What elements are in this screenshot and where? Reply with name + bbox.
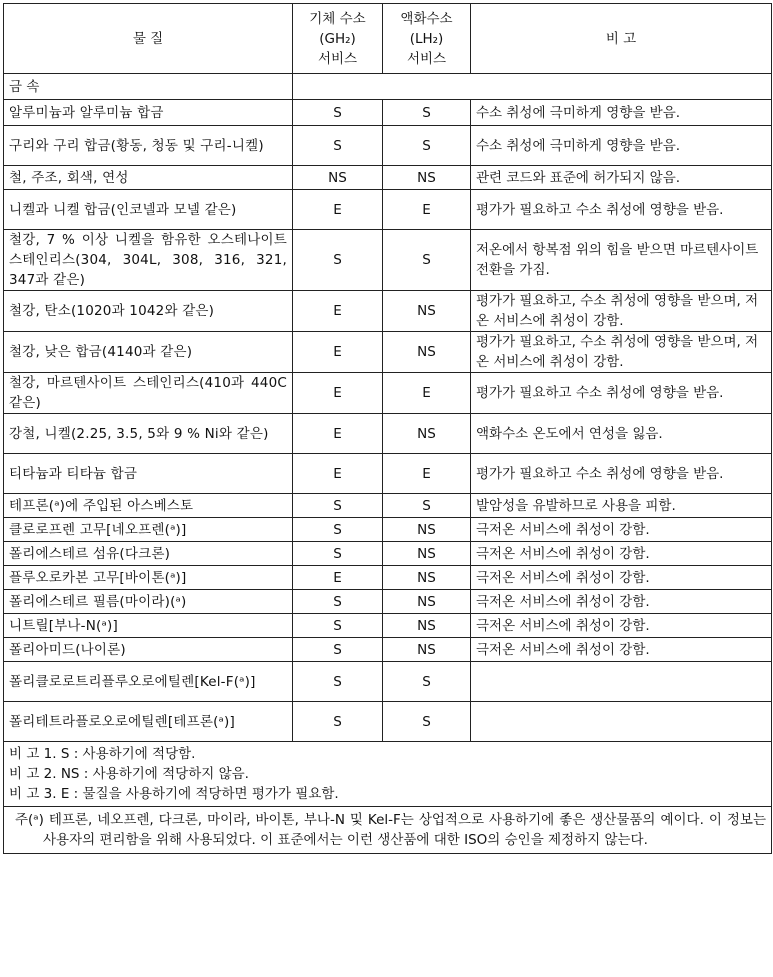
table-row [4,590,772,614]
material-cell: 티타늄과 티타늄 합금 [4,454,293,494]
header-gas-line3: 서비스 [317,50,358,67]
table-row [4,166,772,190]
remark-cell [471,702,772,742]
header-liq-line1: 액화수소 [400,10,453,27]
liquid-service-cell: S [383,126,471,166]
liquid-service-cell: S [383,230,471,291]
material-cell: 폴리에스테르 필름(마이라)(ᵃ) [4,590,293,614]
header-row [4,4,772,74]
material-cell: 구리와 구리 합금(황동, 청동 및 구리-니켈) [4,126,293,166]
table-row [4,518,772,542]
footnote-text: 주(ᵃ) 테프론, 네오프렌, 다크론, 마이라, 바이톤, 부나-N 및 Kel-F는 상업적으로 사용하기에 좋은 생산물품의 예이다. 이 정보는 사용자의 편리함을 위해 사용되었다. 이 표준에서는 이런 생산품에 대한 ISO의 승인을 제정하지 않는다. [15,812,766,848]
remark-1: 비 고 1. S : 사용하기에 적당함. [9,746,196,762]
liquid-service-cell: NS [383,638,471,662]
remark-cell: 관련 코드와 표준에 허가되지 않음. [471,166,772,190]
remark-cell: 극저온 서비스에 취성이 강함. [471,542,772,566]
liquid-service-cell: NS [383,414,471,454]
liquid-service-cell: NS [383,542,471,566]
gas-service-cell: S [293,702,383,742]
gas-service-cell: S [293,230,383,291]
liquid-service-cell: NS [383,291,471,332]
gas-service-cell: S [293,100,383,126]
table-row [4,702,772,742]
liquid-service-cell: NS [383,332,471,373]
remarks-cell [4,742,772,807]
remark-cell: 액화수소 온도에서 연성을 잃음. [471,414,772,454]
table-row [4,190,772,230]
remark-3: 비 고 3. E : 물질을 사용하기에 적당하면 평가가 필요함. [9,786,339,802]
material-cell: 클로로프렌 고무[네오프렌(ᵃ)] [4,518,293,542]
table-row [4,373,772,414]
liquid-service-cell: NS [383,166,471,190]
remark-cell: 평가가 필요하고 수소 취성에 영향을 받음. [471,190,772,230]
remark-cell: 수소 취성에 극미하게 영향을 받음. [471,126,772,166]
liquid-service-cell: E [383,373,471,414]
remarks-row [4,742,772,807]
remark-cell: 평가가 필요하고, 수소 취성에 영향을 받으며, 저온 서비스에 취성이 강함. [471,291,772,332]
remark-cell: 평가가 필요하고 수소 취성에 영향을 받음. [471,373,772,414]
gas-service-cell: S [293,494,383,518]
material-cell: 폴리테트라플로오로에틸렌[테프론(ᵃ)] [4,702,293,742]
remark-cell: 발암성을 유발하므로 사용을 피함. [471,494,772,518]
remark-cell: 극저온 서비스에 취성이 강함. [471,566,772,590]
liquid-service-cell: E [383,190,471,230]
gas-service-cell: E [293,373,383,414]
table-row [4,454,772,494]
material-cell: 니켈과 니켈 합금(인코넬과 모넬 같은) [4,190,293,230]
table-row [4,662,772,702]
header-liq-line3: 서비스 [406,50,447,67]
material-cell: 폴리클로로트리플루오로에틸렌[Kel-F(ᵃ)] [4,662,293,702]
gas-service-cell: NS [293,166,383,190]
material-cell: 폴리아미드(나이론) [4,638,293,662]
remark-cell: 평가가 필요하고 수소 취성에 영향을 받음. [471,454,772,494]
gas-service-cell: E [293,190,383,230]
header-remarks: 비 고 [471,4,772,74]
material-compatibility-table [3,3,772,854]
gas-service-cell: S [293,638,383,662]
liquid-service-cell: S [383,702,471,742]
gas-service-cell: S [293,542,383,566]
header-material: 물 질 [4,4,293,74]
table-row [4,230,772,291]
header-liq-line2: (LH₂) [409,30,444,47]
table-row [4,126,772,166]
liquid-service-cell: NS [383,590,471,614]
gas-service-cell: E [293,414,383,454]
remark-cell [471,662,772,702]
header-gas-line1: 기체 수소 [309,10,366,27]
liquid-service-cell: NS [383,518,471,542]
remark-cell: 저온에서 항복점 위의 힘을 받으면 마르텐사이트 전환을 가짐. [471,230,772,291]
material-cell: 철강, 낮은 합금(4140과 같은) [4,332,293,373]
table-row [4,614,772,638]
table-row [4,638,772,662]
table-row [4,566,772,590]
gas-service-cell: S [293,590,383,614]
footnote-row [4,807,772,854]
table-row [4,332,772,373]
section-empty [293,74,772,100]
material-cell: 알루미늄과 알루미늄 합금 [4,100,293,126]
remark-cell: 극저온 서비스에 취성이 강함. [471,614,772,638]
material-cell: 철강, 탄소(1020과 1042와 같은) [4,291,293,332]
gas-service-cell: S [293,614,383,638]
header-liquid-service [383,4,471,74]
section-metal: 금 속 [4,74,293,100]
remark-cell: 극저온 서비스에 취성이 강함. [471,518,772,542]
material-cell: 테프론(ᵃ)에 주입된 아스베스토 [4,494,293,518]
liquid-service-cell: S [383,662,471,702]
material-cell: 철강, 7 % 이상 니켈을 함유한 오스테나이트 스테인리스(304, 304L, 308, 316, 321, 347과 같은) [4,230,293,291]
gas-service-cell: S [293,518,383,542]
table-row [4,414,772,454]
gas-service-cell: E [293,454,383,494]
gas-service-cell: E [293,332,383,373]
material-cell: 플루오로카본 고무[바이톤(ᵃ)] [4,566,293,590]
remark-cell: 평가가 필요하고, 수소 취성에 영향을 받으며, 저온 서비스에 취성이 강함. [471,332,772,373]
remark-cell: 극저온 서비스에 취성이 강함. [471,638,772,662]
header-gas-service [293,4,383,74]
material-cell: 니트릴[부나-N(ᵃ)] [4,614,293,638]
liquid-service-cell: S [383,100,471,126]
material-cell: 철, 주조, 회색, 연성 [4,166,293,190]
liquid-service-cell: NS [383,614,471,638]
liquid-service-cell: NS [383,566,471,590]
gas-service-cell: E [293,566,383,590]
footnote-cell [4,807,772,854]
liquid-service-cell: S [383,494,471,518]
material-cell: 강철, 니켈(2.25, 3.5, 5와 9 % Ni와 같은) [4,414,293,454]
table-row [4,542,772,566]
gas-service-cell: E [293,291,383,332]
table-row [4,100,772,126]
gas-service-cell: S [293,126,383,166]
material-cell: 폴리에스테르 섬유(다크론) [4,542,293,566]
gas-service-cell: S [293,662,383,702]
liquid-service-cell: E [383,454,471,494]
material-cell: 철강, 마르텐사이트 스테인리스(410과 440C 같은) [4,373,293,414]
table-row [4,291,772,332]
remark-cell: 극저온 서비스에 취성이 강함. [471,590,772,614]
section-row [4,74,772,100]
header-gas-line2: (GH₂) [319,30,356,47]
table-row [4,494,772,518]
remark-cell: 수소 취성에 극미하게 영향을 받음. [471,100,772,126]
remark-2: 비 고 2. NS : 사용하기에 적당하지 않음. [9,766,249,782]
